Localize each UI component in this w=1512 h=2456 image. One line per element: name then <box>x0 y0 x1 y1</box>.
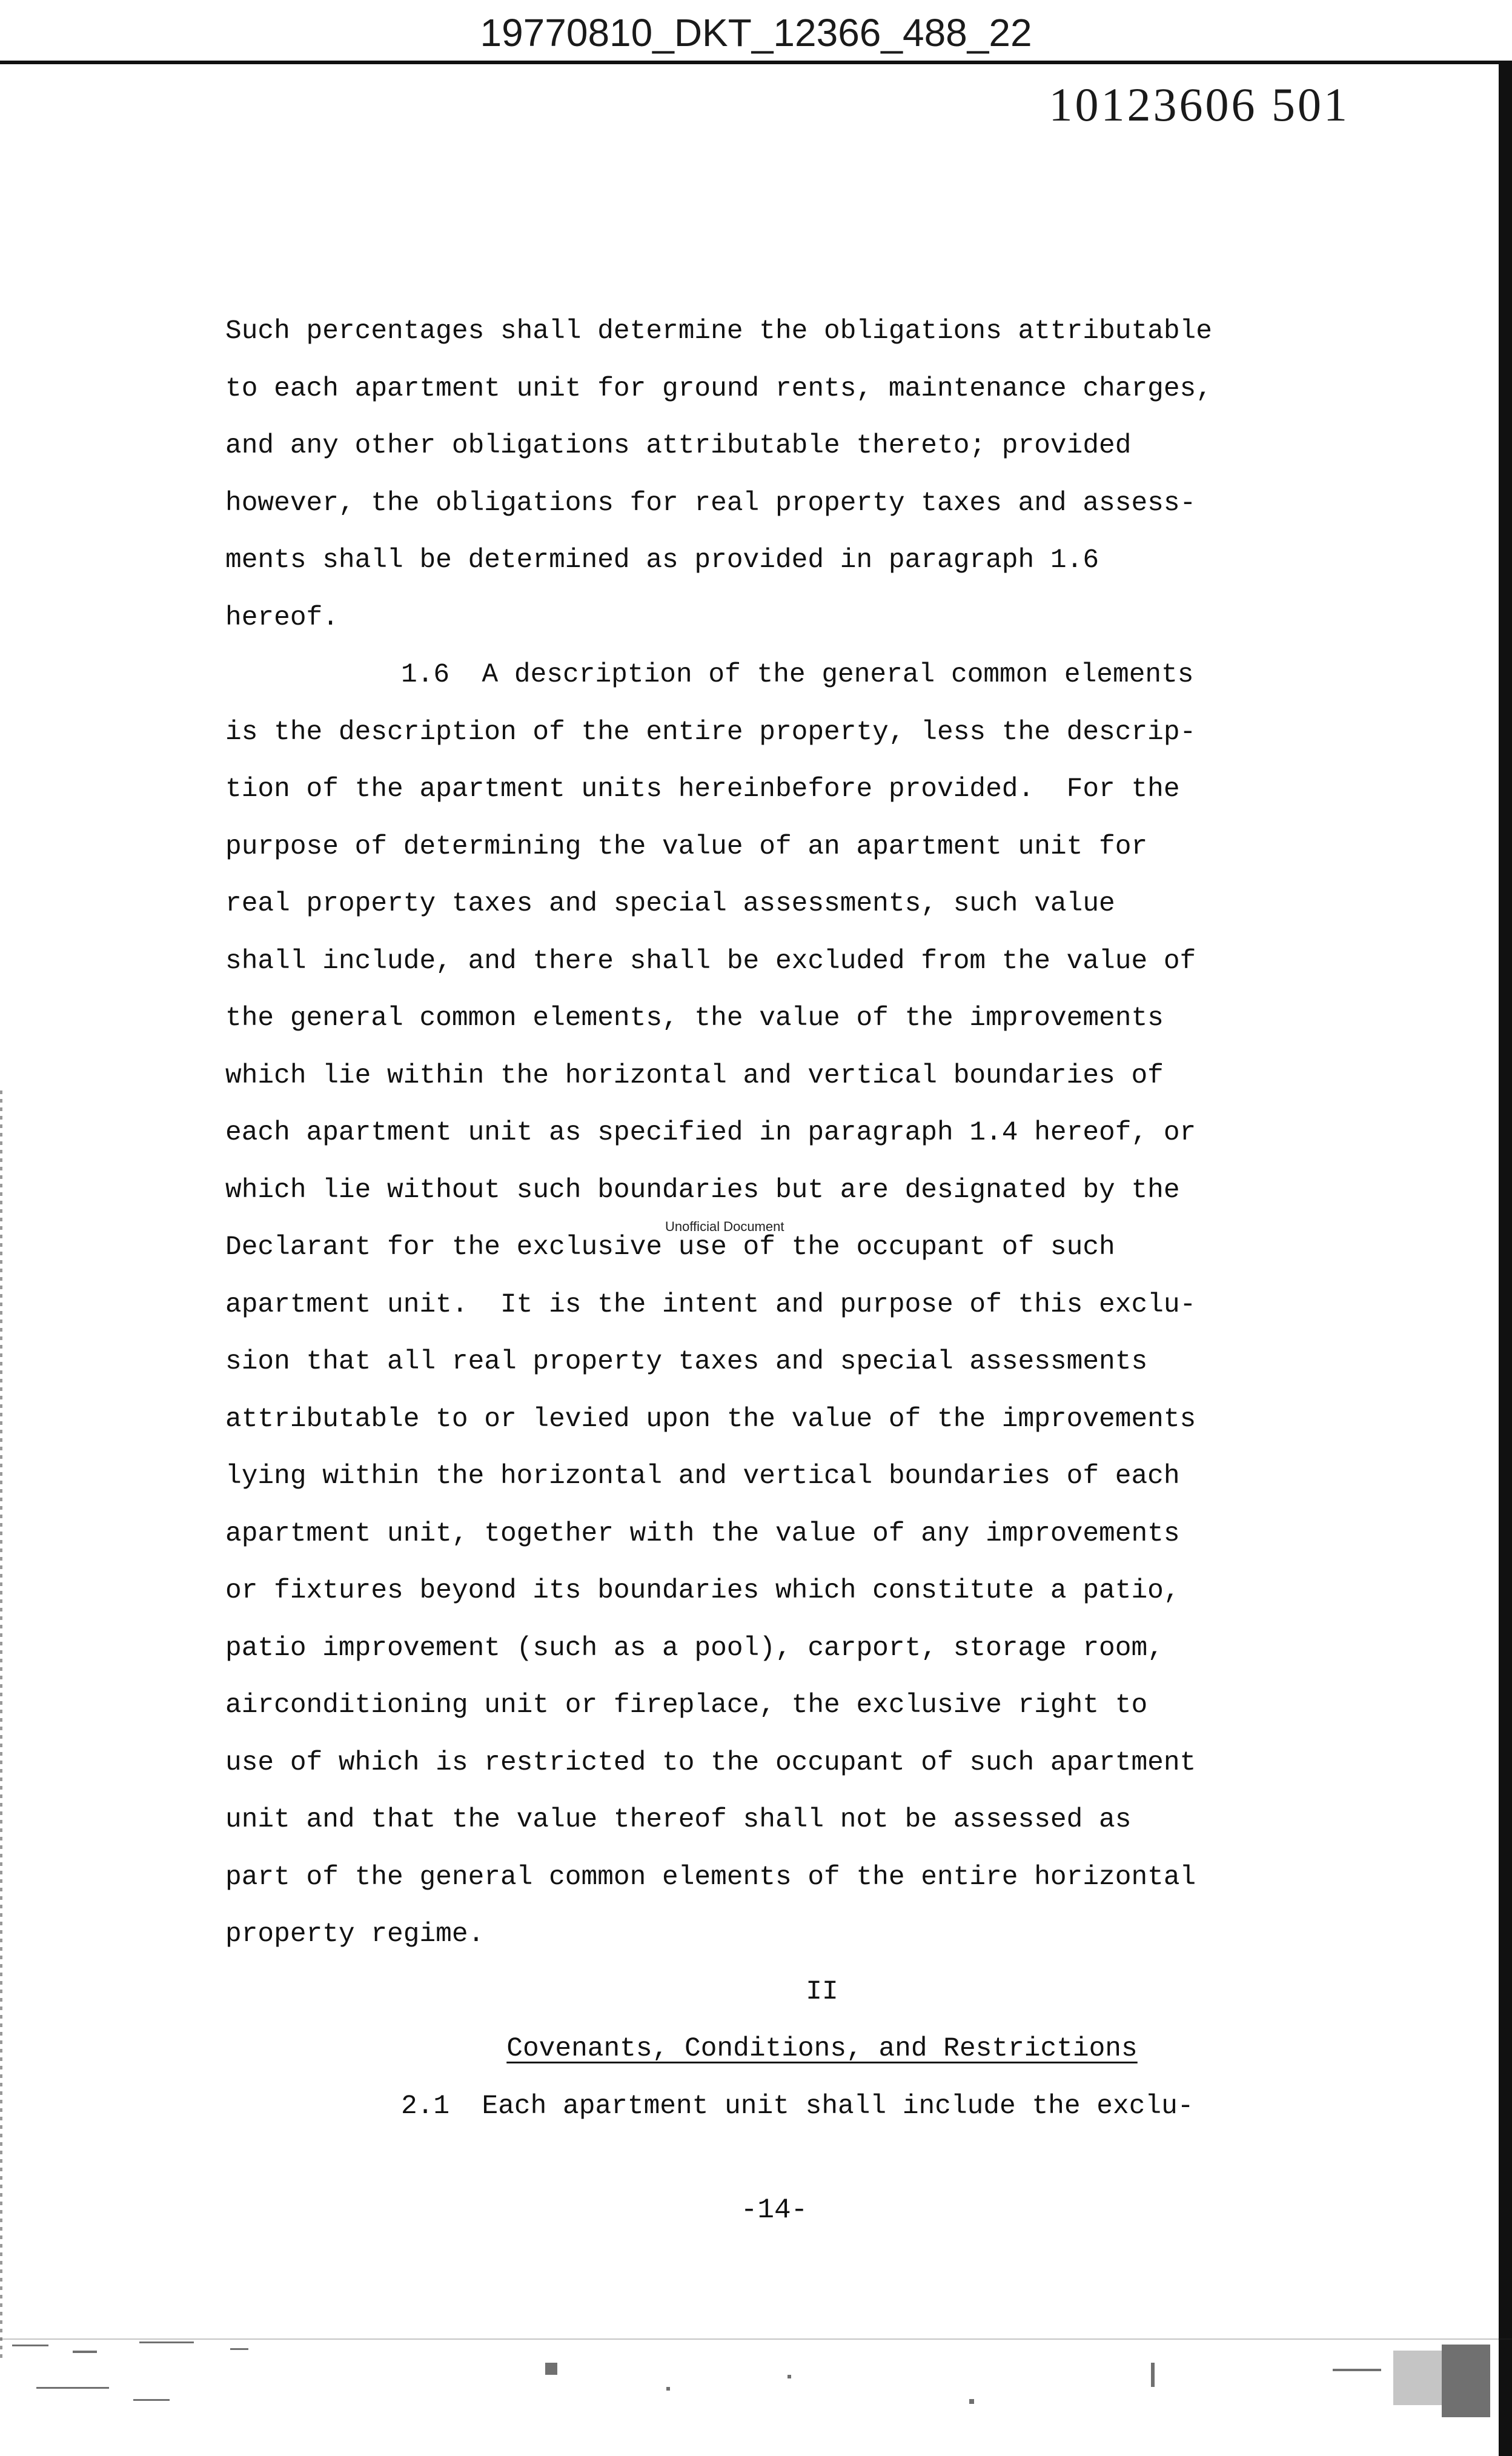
paragraph-1-line: Such percentages shall determine the obligations attributable <box>225 316 1212 347</box>
paragraph-2-line: which lie without such boundaries but are designated by the <box>225 1175 1180 1206</box>
paragraph-2-line: sion that all real property taxes and special assessments <box>225 1347 1148 1377</box>
paragraph-1-line: and any other obligations attributable thereto; provided <box>225 431 1132 461</box>
paragraph-2-line: airconditioning unit or fireplace, the exclusive right to <box>225 1690 1148 1721</box>
page-number: -14- <box>740 2194 808 2226</box>
paragraph-1-line: however, the obligations for real property taxes and assess- <box>225 488 1196 519</box>
paragraph-1-line: ments shall be determined as provided in paragraph 1.6 <box>225 545 1099 576</box>
noise-mark <box>133 2399 170 2401</box>
paragraph-2-line: use of which is restricted to the occupant of such apartment <box>225 1747 1196 1778</box>
noise-mark <box>788 2375 791 2378</box>
noise-mark <box>1333 2369 1381 2371</box>
paragraph-1-6 <box>225 646 1316 1963</box>
document-id: 19770810_DKT_12366_488_22 <box>480 11 1032 55</box>
noise-mark <box>73 2351 97 2353</box>
noise-mark <box>545 2363 557 2375</box>
paragraph-2-line: real property taxes and special assessments, such value <box>225 889 1115 919</box>
noise-mark <box>139 2341 194 2343</box>
paragraph-2-line: purpose of determining the value of an apartment unit for <box>225 831 1148 862</box>
frame-top-edge <box>0 61 1512 64</box>
section-title <box>225 2020 1316 2078</box>
paragraph-2-line: apartment unit, together with the value of any improvements <box>225 1518 1180 1549</box>
noise-mark <box>12 2345 48 2346</box>
noise-mark <box>230 2348 248 2350</box>
paragraph-2-line: is the description of the entire property, less the descrip- <box>225 717 1196 748</box>
paragraph-1-line: to each apartment unit for ground rents, maintenance charges, <box>225 373 1212 404</box>
paragraph-2-line: apartment unit. It is the intent and purpose of this exclu- <box>225 1289 1196 1320</box>
paragraph-2-line: property regime. <box>225 1919 485 1950</box>
paragraph-2-line: or fixtures beyond its boundaries which constitute a patio, <box>225 1576 1180 1606</box>
section-number: II <box>806 1976 838 2007</box>
paragraph-2-line: shall include, and there shall be excluded from the value of <box>225 946 1196 977</box>
noise-mark <box>1151 2363 1155 2387</box>
paragraph-2-line: unit and that the value thereof shall not be assessed as <box>225 1805 1132 1835</box>
paragraph-2-line: 1.6 A description of the general common elements <box>401 660 1194 690</box>
watermark: Unofficial Document <box>665 1219 784 1234</box>
paragraph-3-line: 2.1 Each apartment unit shall include the exclu- <box>401 2091 1194 2122</box>
paragraph-2-line: part of the general common elements of the entire horizontal <box>225 1862 1196 1893</box>
book-page-stamp: 10123606 501 <box>1049 78 1350 131</box>
frame-right-edge <box>1499 61 1512 2456</box>
noise-mark <box>666 2387 670 2391</box>
noise-mark <box>1442 2345 1490 2417</box>
noise-mark <box>969 2399 974 2404</box>
noise-mark <box>36 2387 109 2389</box>
section-title-text: Covenants, Conditions, and Restrictions <box>506 2034 1138 2064</box>
paragraph-2-line: which lie within the horizontal and vertical boundaries of <box>225 1060 1164 1091</box>
paragraph-2-line: attributable to or levied upon the value of the improvements <box>225 1404 1196 1435</box>
paragraph-2-line: the general common elements, the value of the improvements <box>225 1003 1164 1034</box>
paragraph-2-line: tion of the apartment units hereinbefore provided. For the <box>225 774 1180 805</box>
paragraph-1 <box>225 303 1316 646</box>
paragraph-2-line: each apartment unit as specified in paragraph 1.4 hereof, or <box>225 1118 1196 1148</box>
paragraph-2-line: Declarant for the exclusive use of the occupant of such <box>225 1232 1115 1263</box>
paragraph-2-line: lying within the horizontal and vertical boundaries of each <box>225 1461 1180 1492</box>
paragraph-1-line: hereof. <box>225 602 339 633</box>
noise-mark <box>0 2338 1512 2340</box>
frame-left-edge <box>0 1090 2 2363</box>
scan-noise <box>0 2326 1512 2456</box>
paragraph-2-1 <box>225 2078 1316 2136</box>
paragraph-2-line: patio improvement (such as a pool), carport, storage room, <box>225 1633 1164 1664</box>
